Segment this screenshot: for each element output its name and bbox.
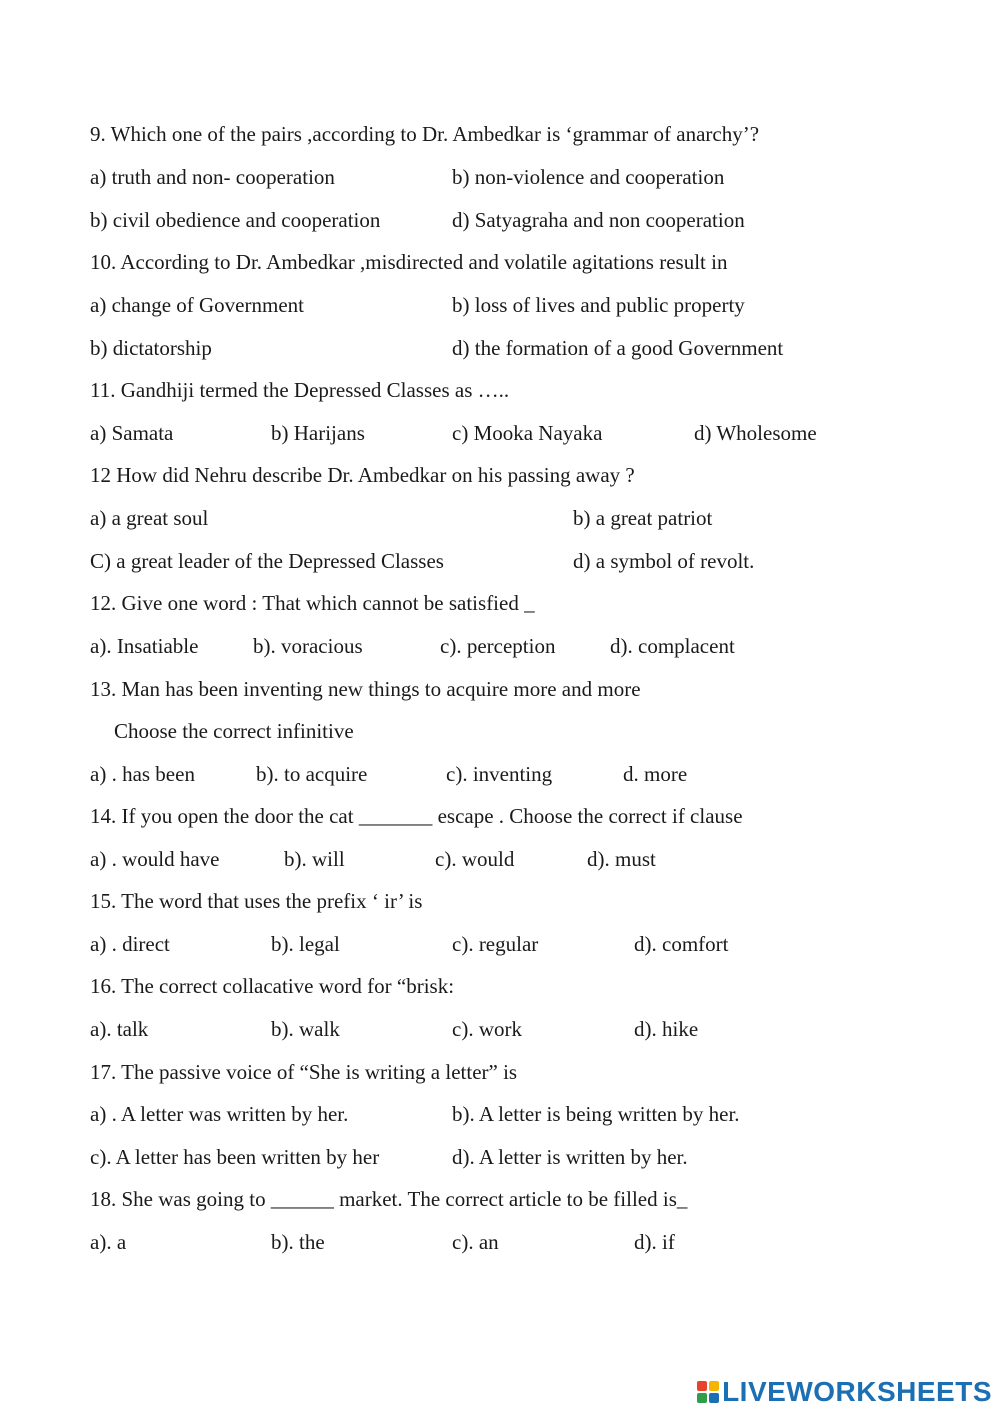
- option-d: d). if: [634, 1230, 675, 1254]
- option-a: a) . has been: [90, 762, 195, 786]
- question-14: 14. If you open the door the cat _______ escape . Choose the correct if clause: [90, 804, 743, 828]
- option-c: c) Mooka Nayaka: [452, 421, 603, 445]
- logo-square-icon: [709, 1381, 719, 1391]
- logo-square-icon: [709, 1393, 719, 1403]
- question-12-one-word: 12. Give one word : That which cannot be satisfied _: [90, 591, 535, 615]
- question-9: 9. Which one of the pairs ,according to Dr. Ambedkar is ‘grammar of anarchy’?: [90, 122, 760, 146]
- logo-text: LIVEWORKSHEETS: [722, 1376, 992, 1407]
- option-b: b). walk: [271, 1017, 340, 1041]
- liveworksheets-logo: [697, 1375, 992, 1409]
- option-a: a) . A letter was written by her.: [90, 1102, 349, 1126]
- option-a: a) change of Government: [90, 293, 304, 317]
- option-b: b). will: [284, 847, 345, 871]
- question-17: 17. The passive voice of “She is writing a letter” is: [90, 1060, 518, 1084]
- logo-square-icon: [697, 1381, 707, 1391]
- question-13: 13. Man has been inventing new things to acquire more and more: [90, 677, 641, 701]
- option-d: d) Satyagraha and non cooperation: [452, 208, 745, 232]
- question-16: 16. The correct collacative word for “brisk:: [90, 974, 455, 998]
- option-b: b). the: [271, 1230, 325, 1254]
- option-a: a). a: [90, 1230, 127, 1254]
- option-b: b) loss of lives and public property: [452, 293, 745, 317]
- option-a: a) . direct: [90, 932, 170, 956]
- option-c: c). perception: [440, 634, 556, 658]
- option-a: a). Insatiable: [90, 634, 199, 658]
- option-b: b). voracious: [253, 634, 363, 658]
- question-13-instruction: Choose the correct infinitive: [114, 719, 354, 743]
- option-b: b). legal: [271, 932, 340, 956]
- question-12: 12 How did Nehru describe Dr. Ambedkar on his passing away ?: [90, 463, 635, 487]
- option-c: c). A letter has been written by her: [90, 1145, 380, 1169]
- question-15: 15. The word that uses the prefix ‘ ir’ is: [90, 889, 423, 913]
- option-d: d) a symbol of revolt.: [573, 549, 755, 573]
- option-c: c). work: [452, 1017, 522, 1041]
- option-d: d). complacent: [610, 634, 735, 658]
- question-18: 18. She was going to ______ market. The correct article to be filled is_: [90, 1187, 688, 1211]
- option-d: d. more: [623, 762, 688, 786]
- logo-square-icon: [697, 1393, 707, 1403]
- question-11: 11. Gandhiji termed the Depressed Classes as …..: [90, 378, 510, 402]
- option-b: b). to acquire: [256, 762, 368, 786]
- option-d: d) the formation of a good Government: [452, 336, 784, 360]
- option-c: c). an: [452, 1230, 499, 1254]
- option-c: C) a great leader of the Depressed Classes: [90, 549, 444, 573]
- question-10: 10. According to Dr. Ambedkar ,misdirected and volatile agitations result in: [90, 250, 728, 274]
- option-a: a) a great soul: [90, 506, 209, 530]
- option-c: b) civil obedience and cooperation: [90, 208, 381, 232]
- option-a: a) Samata: [90, 421, 174, 445]
- option-b: b) Harijans: [271, 421, 365, 445]
- option-a: a) truth and non- cooperation: [90, 165, 335, 189]
- option-d: d). hike: [634, 1017, 699, 1041]
- option-c: b) dictatorship: [90, 336, 212, 360]
- option-d: d) Wholesome: [694, 421, 817, 445]
- option-d: d). comfort: [634, 932, 729, 956]
- option-b: b) a great patriot: [573, 506, 713, 530]
- option-a: a) . would have: [90, 847, 220, 871]
- option-d: d). A letter is written by her.: [452, 1145, 688, 1169]
- option-b: b) non-violence and cooperation: [452, 165, 725, 189]
- option-c: c). inventing: [446, 762, 553, 786]
- option-c: c). would: [435, 847, 515, 871]
- liveworksheets-logo-icon: [697, 1381, 719, 1403]
- option-b: b). A letter is being written by her.: [452, 1102, 740, 1126]
- option-d: d). must: [587, 847, 656, 871]
- option-c: c). regular: [452, 932, 539, 956]
- option-a: a). talk: [90, 1017, 149, 1041]
